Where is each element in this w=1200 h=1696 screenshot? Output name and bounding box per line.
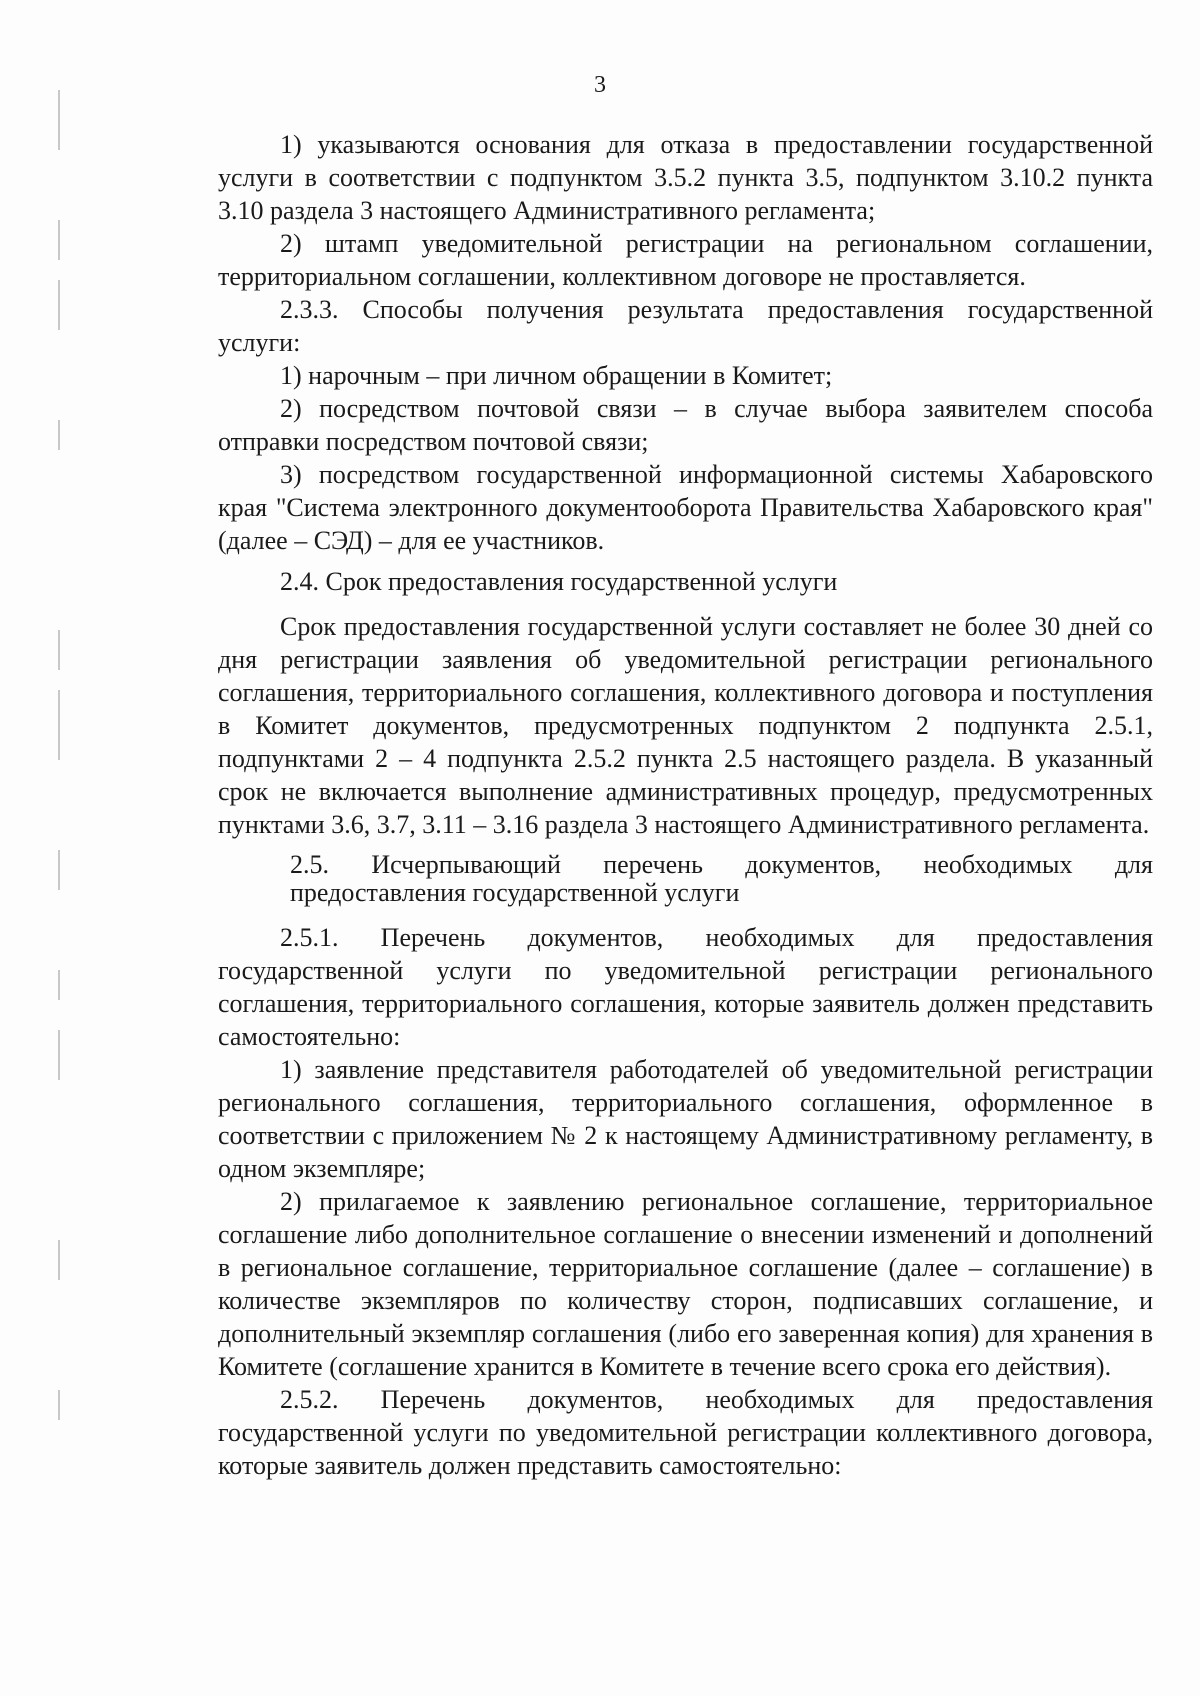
- list-item-sed: 3) посредством государственной информационной системы Хабаровского края "Система электронного документооборота Правительства Хабаровского края" (далее – СЭД) – для ее участников.: [218, 460, 1153, 555]
- paragraph-term: Срок предоставления государственной услуги составляет не более 30 дней со дня регистрации заявления об уведомительной регистрации регионального соглашения, территориального соглашения, коллективного договора и поступления в Комитет документов, предусмотренных подпунктом 2 подпункта 2.5.1, подпунктами 2 – 4 подпункта 2.5.2 пункта 2.5 настоящего раздела. В указанный срок не включается выполнение административных процедур, предусмотренных пунктами 3.6, 3.7, 3.11 – 3.16 раздела 3 настоящего Административного регламента.: [218, 612, 1153, 839]
- scan-edge-marks: [58, 90, 62, 1490]
- page-number: 3: [594, 72, 606, 98]
- section-heading-2-4: 2.4. Срок предоставления государственной услуги: [280, 567, 838, 596]
- section-heading-2-5: 2.5. Исчерпывающий перечень документов, необходимых для предоставления государственной услуги: [290, 850, 1153, 907]
- list-item-attached-agreement: 2) прилагаемое к заявлению региональное соглашение, территориальное соглашение либо дополнительное соглашение о внесении изменений и дополнений в региональное соглашение, территориальное соглашение (далее – соглашение) в количестве экземпляров по количеству сторон, подписавших соглашение, и дополнительный экземпляр соглашения (либо его заверенная копия) для хранения в Комитете (соглашение хранится в Комитете в течение всего срока его действия).: [218, 1187, 1153, 1381]
- paragraph-2-5-1: 2.5.1. Перечень документов, необходимых для предоставления государственной услуги по уведомительной регистрации регионального соглашения, территориального соглашения, которые заявитель должен представить самостоятельно:: [218, 923, 1153, 1051]
- list-item-postal: 2) посредством почтовой связи – в случае выбора заявителем способа отправки посредством почтовой связи;: [218, 394, 1153, 456]
- paragraph-result-methods: 2.3.3. Способы получения результата предоставления государственной услуги:: [218, 295, 1153, 357]
- list-item-application: 1) заявление представителя работодателей об уведомительной регистрации регионального соглашения, территориального соглашения, оформленное в соответствии с приложением № 2 к настоящему Административному регламенту, в одном экземпляре;: [218, 1055, 1153, 1183]
- document-body: [218, 128, 1153, 1482]
- list-item-courier: 1) нарочным – при личном обращении в Комитет;: [280, 361, 833, 390]
- paragraph-2-5-2: 2.5.2. Перечень документов, необходимых для предоставления государственной услуги по уведомительной регистрации коллективного договора, которые заявитель должен представить самостоятельно:: [218, 1385, 1153, 1480]
- paragraph-stamp-not-set: 2) штамп уведомительной регистрации на региональном соглашении, территориальном соглашении, коллективном договоре не проставляется.: [218, 229, 1153, 291]
- paragraph-refusal-grounds: 1) указываются основания для отказа в предоставлении государственной услуги в соответствии с подпунктом 3.5.2 пункта 3.5, подпунктом 3.10.2 пункта 3.10 раздела 3 настоящего Административного регламента;: [218, 130, 1153, 225]
